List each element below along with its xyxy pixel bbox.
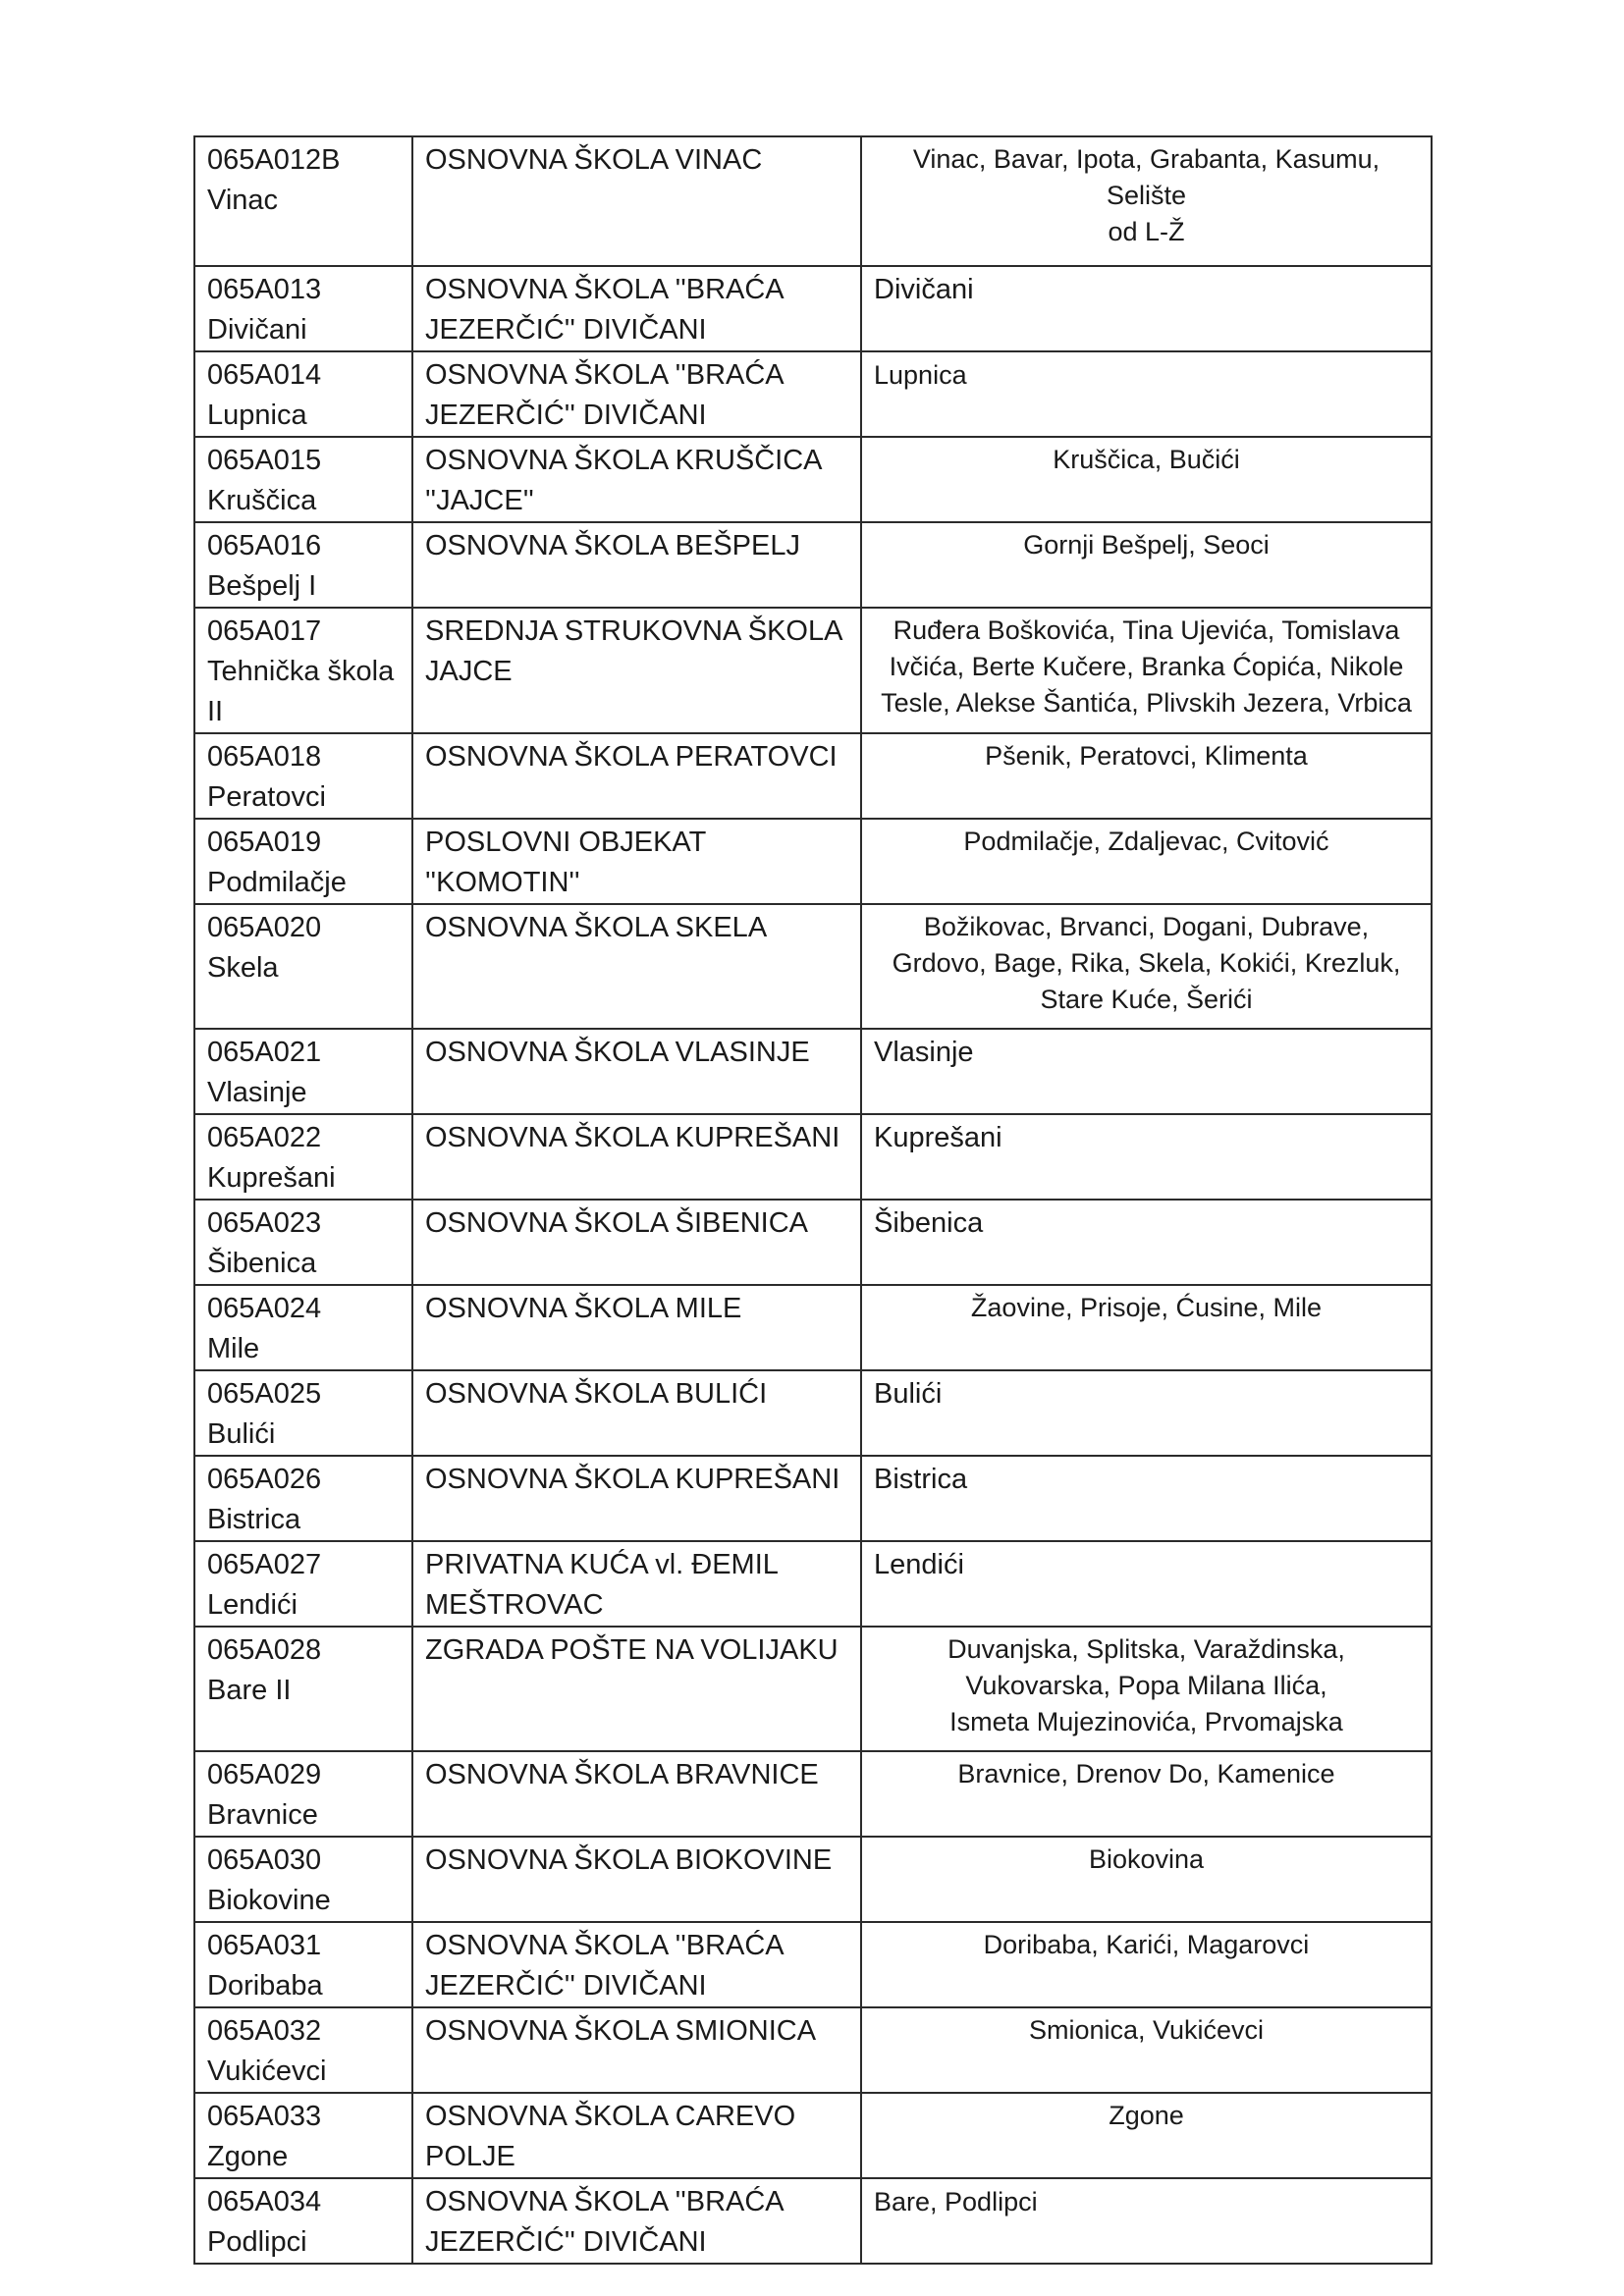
place-line: Lupnica [874, 360, 967, 390]
table-body [194, 136, 1432, 2264]
station-places [861, 2093, 1432, 2178]
station-name: Bulići [207, 1418, 276, 1450]
place-line: Podmilačje, Zdaljevac, Cvitović [963, 827, 1329, 856]
station-name: Zgone [207, 2141, 289, 2172]
station-location: OSNOVNA ŠKOLA VINAC [412, 136, 861, 266]
station-name: Bravnice [207, 1799, 318, 1831]
station-id-cell [194, 351, 412, 437]
station-name: Peratovci [207, 781, 326, 813]
place-line: Duvanjska, Splitska, Varaždinska, [947, 1634, 1345, 1664]
station-code: 065A020 [207, 912, 322, 943]
place-line: Zgone [1109, 2101, 1184, 2130]
station-id-cell [194, 1114, 412, 1200]
station-code: 065A031 [207, 1930, 322, 1961]
station-places [861, 819, 1432, 904]
station-location: OSNOVNA ŠKOLA KUPREŠANI [412, 1114, 861, 1200]
station-code: 065A021 [207, 1037, 322, 1068]
table-row [194, 351, 1432, 437]
station-name: Skela [207, 952, 279, 984]
place-line: Grdovo, Bage, Rika, Skela, Kokići, Krezluk, [892, 948, 1401, 978]
station-id-cell [194, 1285, 412, 1370]
table-row [194, 2178, 1432, 2264]
station-id-cell [194, 1751, 412, 1837]
polling-stations-table [193, 135, 1433, 2265]
table-row [194, 904, 1432, 1029]
place-line: od L-Ž [1108, 217, 1185, 246]
station-code: 065A026 [207, 1464, 322, 1495]
station-name: Mile [207, 1333, 260, 1364]
place-line: Lendići [874, 1549, 964, 1580]
place-line: Kuprešani [874, 1122, 1002, 1153]
station-location: OSNOVNA ŠKOLA KUPREŠANI [412, 1456, 861, 1541]
place-line: Bulići [874, 1378, 943, 1410]
station-id-cell [194, 2178, 412, 2264]
station-location: OSNOVNA ŠKOLA BULIĆI [412, 1370, 861, 1456]
station-id-cell [194, 1029, 412, 1114]
station-id-cell [194, 1627, 412, 1751]
station-id-cell [194, 1541, 412, 1627]
station-name: Bistrica [207, 1504, 301, 1535]
station-code: 065A028 [207, 1634, 322, 1666]
table-row [194, 2093, 1432, 2178]
station-places [861, 1751, 1432, 1837]
table-row [194, 1751, 1432, 1837]
station-location: OSNOVNA ŠKOLA VLASINJE [412, 1029, 861, 1114]
place-line: Pšenik, Peratovci, Klimenta [985, 741, 1308, 771]
place-line: Tesle, Alekse Šantića, Plivskih Jezera, Vrbica [881, 688, 1412, 718]
station-location: PRIVATNA KUĆA vl. ĐEMIL MEŠTROVAC [412, 1541, 861, 1627]
table-row [194, 1922, 1432, 2007]
station-code: 065A025 [207, 1378, 322, 1410]
table-row [194, 437, 1432, 522]
station-id-cell [194, 1456, 412, 1541]
station-code: 065A024 [207, 1293, 322, 1324]
station-code: 065A012B [207, 144, 341, 176]
station-places [861, 266, 1432, 351]
station-id-cell [194, 1837, 412, 1922]
place-line: Bravnice, Drenov Do, Kamenice [957, 1759, 1335, 1789]
station-places [861, 437, 1432, 522]
place-line: Vinac, Bavar, Ipota, Grabanta, Kasumu, [912, 144, 1380, 174]
station-id-cell [194, 437, 412, 522]
place-line: Kruščica, Bučići [1053, 445, 1240, 474]
station-code: 065A030 [207, 1844, 322, 1876]
place-line: Božikovac, Brvanci, Dogani, Dubrave, [923, 912, 1370, 941]
station-location: OSNOVNA ŠKOLA BEŠPELJ [412, 522, 861, 608]
place-line: Ivčića, Berte Kučere, Branka Ćopića, Nikole [889, 652, 1404, 681]
station-places [861, 1114, 1432, 1200]
station-name: Vukićevci [207, 2056, 327, 2087]
place-line: Doribaba, Karići, Magarovci [983, 1930, 1310, 1959]
station-places [861, 1456, 1432, 1541]
station-name: Šibenica [207, 1248, 317, 1279]
station-location: SREDNJA STRUKOVNA ŠKOLA JAJCE [412, 608, 861, 733]
station-places [861, 1837, 1432, 1922]
station-code: 065A013 [207, 274, 322, 305]
station-places [861, 2178, 1432, 2264]
table-row [194, 1837, 1432, 1922]
station-code: 065A033 [207, 2101, 322, 2132]
station-code: 065A022 [207, 1122, 322, 1153]
station-name: Lupnica [207, 400, 307, 431]
station-code: 065A019 [207, 827, 322, 858]
table-row [194, 1285, 1432, 1370]
station-name: Divičani [207, 314, 307, 346]
station-name: Bešpelj I [207, 570, 317, 602]
station-places [861, 1200, 1432, 1285]
station-code: 065A034 [207, 2186, 322, 2217]
place-line: Vukovarska, Popa Milana Ilića, [965, 1671, 1327, 1700]
station-places [861, 1922, 1432, 2007]
station-location: OSNOVNA ŠKOLA MILE [412, 1285, 861, 1370]
station-location: OSNOVNA ŠKOLA ''BRAĆA JEZERČIĆ'' DIVIČANI [412, 2178, 861, 2264]
station-code: 065A015 [207, 445, 322, 476]
station-places [861, 2007, 1432, 2093]
station-name: Doribaba [207, 1970, 323, 2002]
station-id-cell [194, 2007, 412, 2093]
station-name: Tehnička škola II [207, 656, 395, 727]
table-row [194, 1114, 1432, 1200]
station-location: OSNOVNA ŠKOLA ŠIBENICA [412, 1200, 861, 1285]
table-row [194, 608, 1432, 733]
station-name: Bare II [207, 1675, 292, 1706]
place-line: Stare Kuće, Šerići [1040, 985, 1253, 1014]
table-row [194, 522, 1432, 608]
place-line: Ismeta Mujezinovića, Prvomajska [949, 1707, 1343, 1736]
station-places [861, 136, 1432, 266]
station-name: Kruščica [207, 485, 317, 516]
place-line: Žaovine, Prisoje, Ćusine, Mile [970, 1293, 1323, 1322]
place-line: Biokovina [1088, 1844, 1205, 1874]
station-location: OSNOVNA ŠKOLA PERATOVCI [412, 733, 861, 819]
station-id-cell [194, 608, 412, 733]
station-name: Lendići [207, 1589, 298, 1621]
table-row [194, 2007, 1432, 2093]
table-row [194, 1370, 1432, 1456]
station-name: Podlipci [207, 2226, 307, 2258]
place-line: Ruđera Boškovića, Tina Ujevića, Tomislava [893, 615, 1400, 645]
station-name: Biokovine [207, 1885, 331, 1916]
station-location: OSNOVNA ŠKOLA BRAVNICE [412, 1751, 861, 1837]
place-line: Bare, Podlipci [874, 2187, 1038, 2216]
table-row [194, 1627, 1432, 1751]
station-id-cell [194, 904, 412, 1029]
place-line: Gornji Bešpelj, Seoci [1023, 530, 1270, 560]
station-id-cell [194, 819, 412, 904]
station-id-cell [194, 1370, 412, 1456]
station-location: POSLOVNI OBJEKAT ''KOMOTIN'' [412, 819, 861, 904]
station-code: 065A018 [207, 741, 322, 773]
station-code: 065A032 [207, 2015, 322, 2047]
station-name: Vlasinje [207, 1077, 307, 1108]
place-line: Selište [1106, 181, 1187, 210]
station-code: 065A014 [207, 359, 322, 391]
place-line: Vlasinje [874, 1037, 974, 1068]
station-id-cell [194, 1922, 412, 2007]
station-location: OSNOVNA ŠKOLA ''BRAĆA JEZERČIĆ'' DIVIČANI [412, 266, 861, 351]
station-id-cell [194, 2093, 412, 2178]
place-line: Smionica, Vukićevci [1028, 2015, 1265, 2045]
table-row [194, 1541, 1432, 1627]
station-location: ZGRADA POŠTE NA VOLIJAKU [412, 1627, 861, 1751]
station-location: OSNOVNA ŠKOLA BIOKOVINE [412, 1837, 861, 1922]
table-row [194, 733, 1432, 819]
table-row [194, 819, 1432, 904]
place-line: Divičani [874, 274, 974, 305]
place-line: Šibenica [874, 1207, 984, 1239]
table-row [194, 1200, 1432, 1285]
station-places [861, 1370, 1432, 1456]
station-id-cell [194, 733, 412, 819]
station-id-cell [194, 136, 412, 266]
table-row [194, 136, 1432, 266]
station-name: Podmilačje [207, 867, 347, 898]
table-row [194, 1029, 1432, 1114]
station-id-cell [194, 1200, 412, 1285]
station-places [861, 608, 1432, 733]
station-places [861, 522, 1432, 608]
station-places [861, 1285, 1432, 1370]
station-location: OSNOVNA ŠKOLA SMIONICA [412, 2007, 861, 2093]
station-id-cell [194, 266, 412, 351]
station-location: OSNOVNA ŠKOLA CAREVO POLJE [412, 2093, 861, 2178]
place-line: Bistrica [874, 1464, 968, 1495]
station-places [861, 1541, 1432, 1627]
station-code: 065A017 [207, 615, 322, 647]
station-code: 065A016 [207, 530, 322, 561]
station-places [861, 1627, 1432, 1751]
station-location: OSNOVNA ŠKOLA ''BRAĆA JEZERČIĆ'' DIVIČANI [412, 351, 861, 437]
station-location: OSNOVNA ŠKOLA KRUŠČICA ''JAJCE'' [412, 437, 861, 522]
station-code: 065A023 [207, 1207, 322, 1239]
station-location: OSNOVNA ŠKOLA SKELA [412, 904, 861, 1029]
station-name: Vinac [207, 185, 279, 216]
table-row [194, 266, 1432, 351]
station-places [861, 904, 1432, 1029]
station-code: 065A029 [207, 1759, 322, 1790]
station-places [861, 351, 1432, 437]
table-row [194, 1456, 1432, 1541]
station-id-cell [194, 522, 412, 608]
station-location: OSNOVNA ŠKOLA ''BRAĆA JEZERČIĆ'' DIVIČANI [412, 1922, 861, 2007]
station-places [861, 1029, 1432, 1114]
station-code: 065A027 [207, 1549, 322, 1580]
station-name: Kuprešani [207, 1162, 336, 1194]
station-places [861, 733, 1432, 819]
